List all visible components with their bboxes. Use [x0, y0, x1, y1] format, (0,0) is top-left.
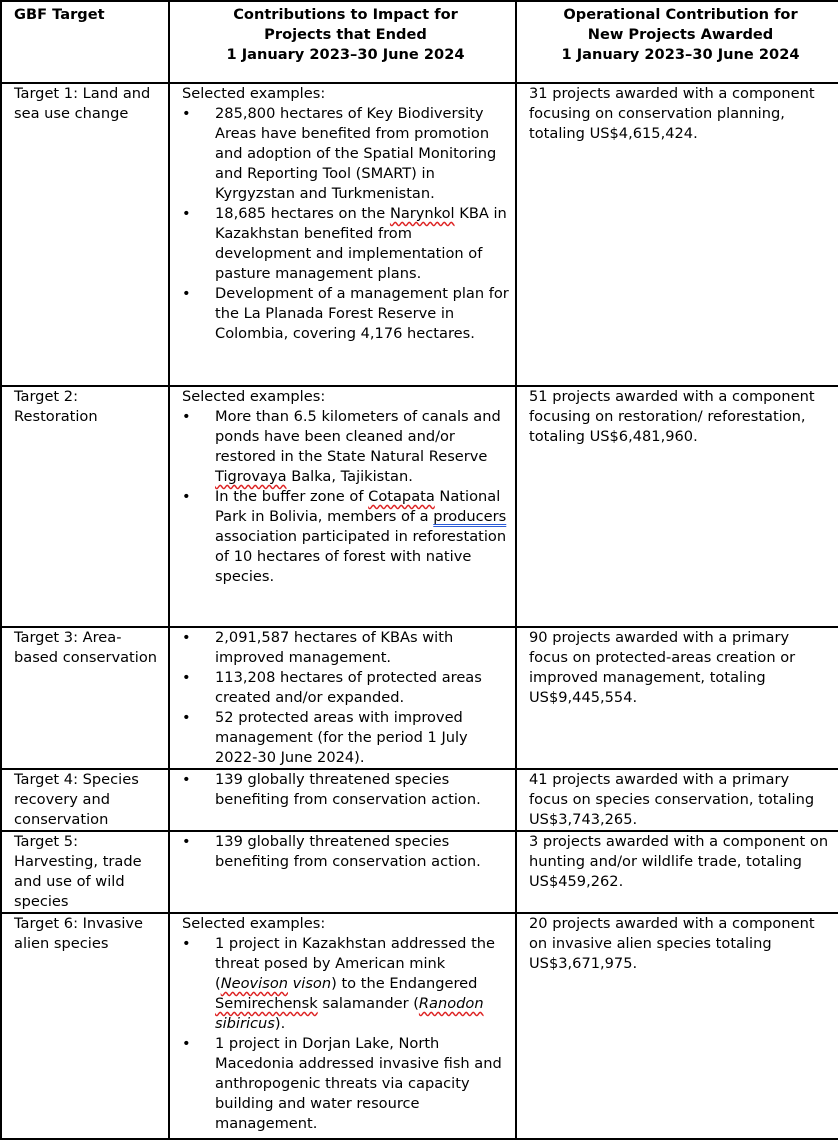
text-run: sibiricus: [215, 1015, 275, 1032]
impact-item: • 18,685 hectares on the Narynkol KBA in Kazakhstan benefited from development and implementation of pasture management plans.: [182, 204, 509, 284]
header-line: New Projects Awarded: [587, 26, 774, 43]
impact-list: [182, 832, 509, 872]
operational-cell[interactable]: 90 projects awarded with a primary focus on protected-areas creation or improved management, totaling US$9,445,554.: [516, 627, 838, 769]
spellcheck-underline[interactable]: Narynkol: [389, 205, 455, 222]
impact-cell[interactable]: [169, 627, 516, 769]
impact-list: [182, 934, 509, 1134]
target-cell[interactable]: Target 2: Restoration: [1, 386, 169, 627]
impact-item: • 285,800 hectares of Key Biodiversity Areas have benefited from promotion and adoption of the Spatial Monitoring and Reporting Tool (SMART) in Kyrgyzstan and Turkmenistan.: [182, 104, 509, 204]
operational-cell[interactable]: 20 projects awarded with a component on invasive alien species totaling US$3,671,975.: [516, 913, 838, 1139]
spellcheck-underline[interactable]: Cotapata: [368, 488, 435, 505]
header-operational-contribution: [516, 1, 838, 83]
impact-item: • 1 project in Dorjan Lake, North Macedonia addressed invasive fish and anthropogenic threats via capacity building and water resource management.: [182, 1034, 509, 1134]
impact-item: • Development of a management plan for the La Planada Forest Reserve in Colombia, covering 4,176 hectares.: [182, 284, 509, 344]
table-row: [1, 913, 838, 1139]
impact-list: [182, 104, 509, 344]
impact-list: [182, 407, 509, 587]
target-cell[interactable]: Target 5: Harvesting, trade and use of wild species: [1, 831, 169, 913]
spellcheck-underline[interactable]: Semirechensk: [215, 995, 318, 1012]
operational-cell[interactable]: 41 projects awarded with a primary focus on species conservation, totaling US$3,743,265.: [516, 769, 838, 831]
header-row: [1, 1, 838, 83]
spellcheck-underline[interactable]: Tigrovaya: [215, 468, 287, 485]
selected-examples-label: Selected examples:: [182, 85, 326, 102]
selected-examples-label: Selected examples:: [182, 915, 326, 932]
target-cell[interactable]: Target 3: Area-based conservation: [1, 627, 169, 769]
table-row: [1, 386, 838, 627]
impact-item: • 113,208 hectares of protected areas created and/or expanded.: [182, 668, 509, 708]
operational-cell[interactable]: 31 projects awarded with a component focusing on conservation planning, totaling US$4,615,424.: [516, 83, 838, 386]
target-cell[interactable]: Target 4: Species recovery and conservation: [1, 769, 169, 831]
impact-list: [182, 628, 509, 768]
grammar-underline[interactable]: producers: [433, 508, 507, 525]
table-row: [1, 83, 838, 386]
impact-list: [182, 770, 509, 810]
impact-item: [182, 934, 509, 1034]
target-cell[interactable]: Target 1: Land and sea use change: [1, 83, 169, 386]
header-line: 1 January 2023–30 June 2024: [561, 46, 800, 63]
impact-cell[interactable]: [169, 83, 516, 386]
impact-cell[interactable]: [169, 913, 516, 1139]
impact-item: • 139 globally threatened species benefiting from conservation action.: [182, 770, 509, 810]
impact-item: • More than 6.5 kilometers of canals and ponds have been cleaned and/or restored in the State Natural Reserve Tigrovaya Balka, Tajikistan.: [182, 407, 509, 487]
species-name: [221, 975, 331, 992]
operational-cell[interactable]: 51 projects awarded with a component focusing on restoration/ reforestation, totaling US$6,481,960.: [516, 386, 838, 627]
selected-examples-label: Selected examples:: [182, 388, 326, 405]
text-run: ) to the Endangered: [331, 975, 478, 992]
impact-item: • 2,091,587 hectares of KBAs with improved management.: [182, 628, 509, 668]
table-row: [1, 769, 838, 831]
table-row: [1, 627, 838, 769]
spellcheck-underline[interactable]: Neovison: [220, 975, 288, 992]
text-run: vison: [288, 975, 332, 992]
header-line: Operational Contribution for: [563, 6, 798, 23]
impact-item: • In the buffer zone of Cotapata National Park in Bolivia, members of a producers association participated in reforestation of 10 hectares of forest with native species.: [182, 487, 509, 587]
header-gbf-target: GBF Target: [1, 1, 169, 83]
table-row: [1, 831, 838, 913]
header-line: Projects that Ended: [264, 26, 427, 43]
header-line: Contributions to Impact for: [233, 6, 458, 23]
impact-cell[interactable]: [169, 386, 516, 627]
header-line: 1 January 2023–30 June 2024: [226, 46, 465, 63]
header-contributions-impact: [169, 1, 516, 83]
text-run: salamander (: [317, 995, 419, 1012]
target-cell[interactable]: Target 6: Invasive alien species: [1, 913, 169, 1139]
impact-cell[interactable]: [169, 769, 516, 831]
impact-cell[interactable]: [169, 831, 516, 913]
operational-cell[interactable]: 3 projects awarded with a component on hunting and/or wildlife trade, totaling US$459,262.: [516, 831, 838, 913]
impact-item: • 52 protected areas with improved management (for the period 1 July 2022-30 June 2024).: [182, 708, 509, 768]
text-run: ).: [274, 1015, 286, 1032]
text-run: 1 project in Kazakhstan addressed the threat posed by American mink (: [215, 935, 496, 992]
impact-item: • 139 globally threatened species benefiting from conservation action.: [182, 832, 509, 872]
spellcheck-underline[interactable]: Ranodon: [418, 995, 484, 1012]
